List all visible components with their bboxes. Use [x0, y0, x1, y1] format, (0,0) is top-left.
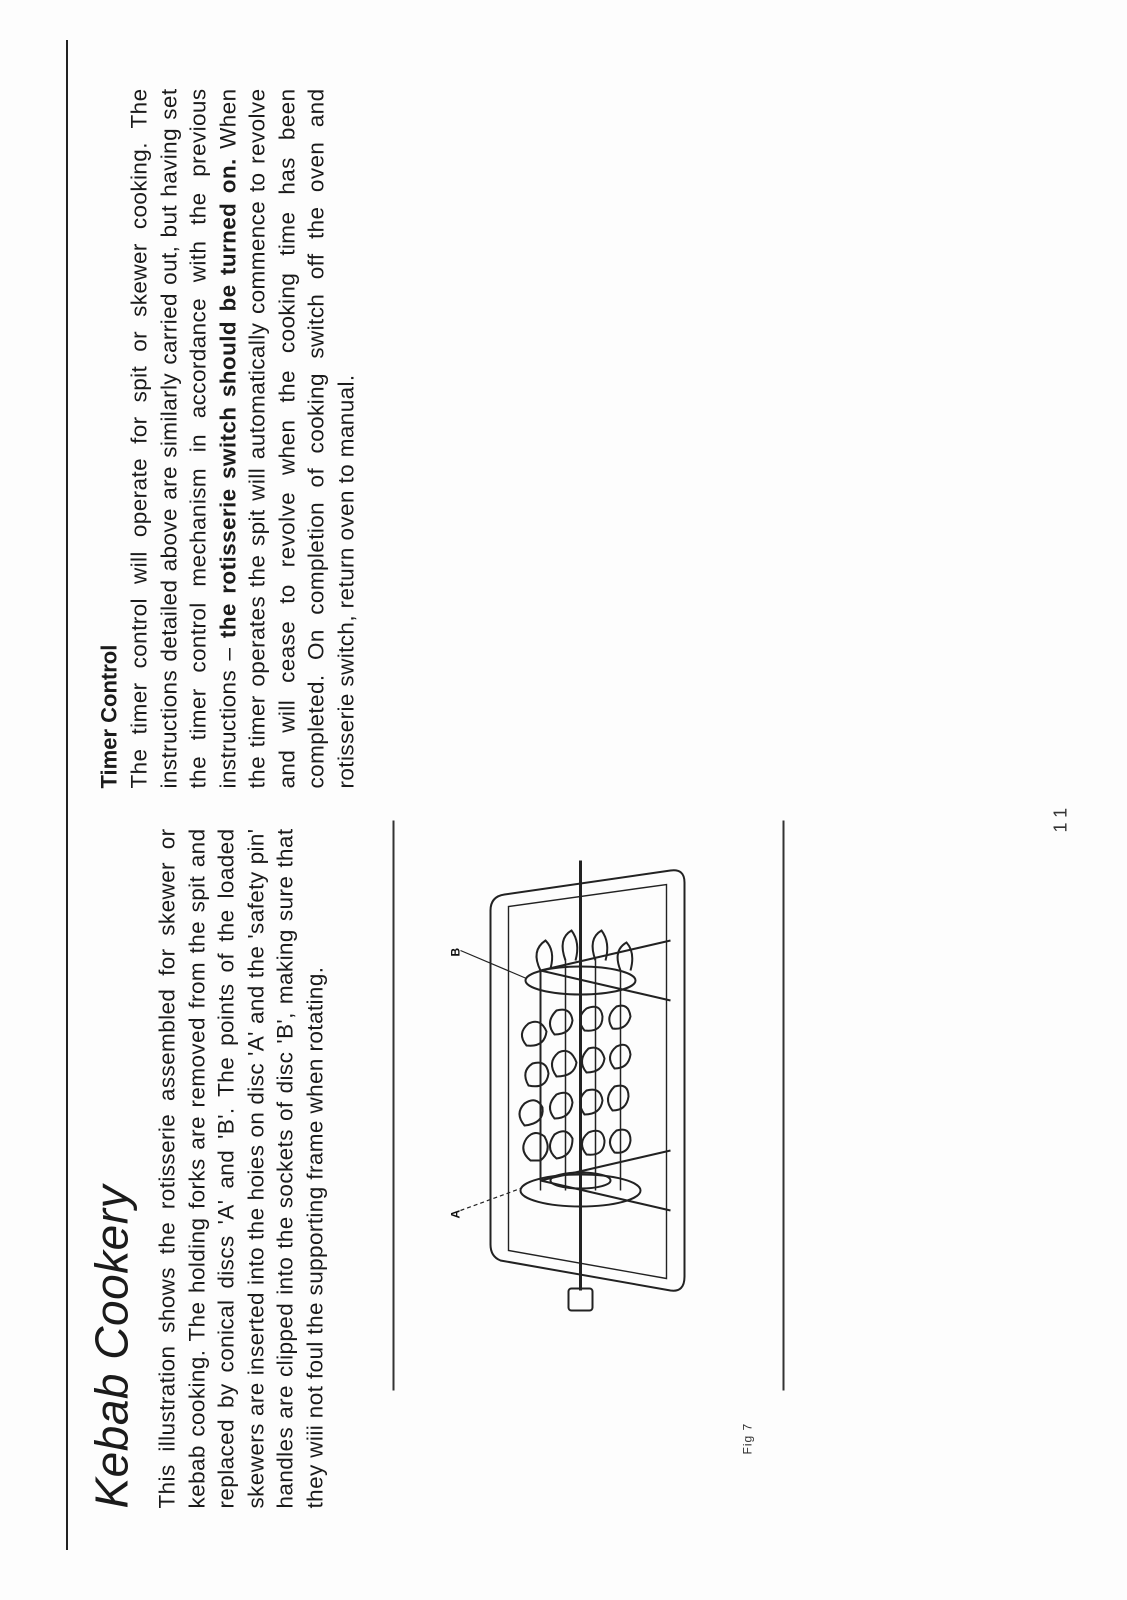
timer-bold-instruction: the rotisserie switch should be turned on.	[214, 157, 240, 638]
label-disc-b: B	[448, 947, 462, 956]
timer-paragraph	[124, 88, 360, 788]
figure-caption: Fig 7	[740, 1422, 754, 1454]
rotisserie-illustration	[420, 840, 750, 1330]
timer-text-1: The timer control will operate for spit or skewer cooking. The instructions detailed above are similarly carried out, but having set the timer control mechanism in accordance with the previous instructions –	[126, 88, 240, 788]
section-title: Kebab Cookery	[85, 1184, 137, 1508]
page-number: 11	[1050, 801, 1070, 832]
figure-top-rule	[392, 820, 394, 1390]
timer-heading: Timer Control	[96, 644, 121, 788]
figure-bottom-rule	[782, 820, 784, 1390]
kebab-paragraph: This illustration shows the rotisserie assembled for skewer or kebab cooking. The holding forks are removed from the spit and replaced by conical discs 'A' and 'B'. The points of the loaded skewers are inserted into the hoies on disc 'A' and the 'safety pin' handles are clipped into the sockets of disc 'B', making sure that they wiii not foul the supporting frame when rotating.	[154, 828, 327, 1508]
kebab-section	[84, 828, 329, 1508]
timer-section	[96, 88, 360, 788]
label-disc-a: A	[448, 1209, 462, 1218]
timer-text-2: When the timer operates the spit will automatically commence to revolve and will cease to revolve when the cooking time has been completed. On completion of cooking switch off the oven and rotisserie switch, return oven to manual.	[214, 87, 358, 788]
